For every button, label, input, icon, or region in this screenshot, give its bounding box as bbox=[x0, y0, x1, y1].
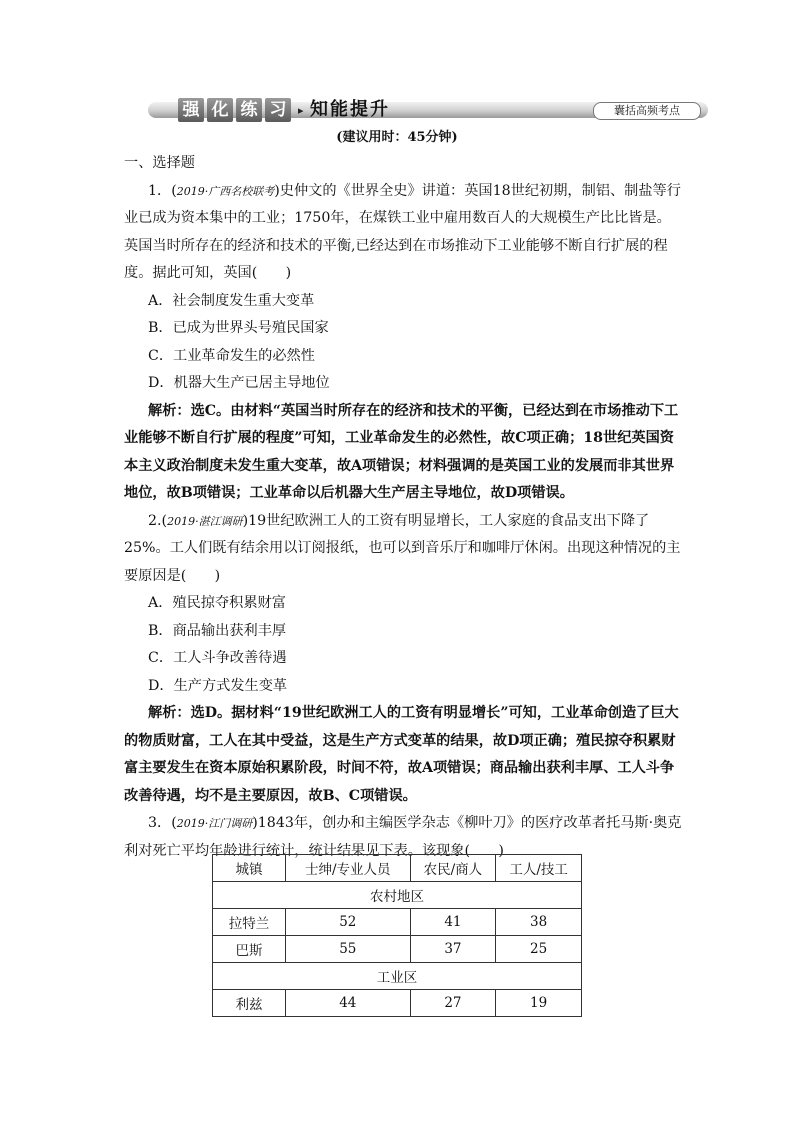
banner-arrow-icon: ▸ bbox=[298, 104, 304, 117]
table-row bbox=[213, 936, 582, 963]
question-source: 2019·湛江调研 bbox=[167, 514, 243, 528]
table-header: 士绅/专业人员 bbox=[286, 855, 411, 882]
table-cell: 55 bbox=[286, 936, 411, 963]
table-cell: 巴斯 bbox=[213, 936, 286, 963]
table-group-row bbox=[213, 963, 582, 990]
question-text: )19世纪欧洲工人的工资有明显增长，工人家庭的食品支出下降了25%。工人们既有结余用以订阅报纸，也可以到音乐厅和咖啡厅休闲。出现这种情况的主要原因是( ) bbox=[124, 512, 681, 584]
question-text: )1843年，创办和主编医学杂志《柳叶刀》的医疗改革者托马斯·奥克利对死亡平均年龄进行统计，统计结果见下表。该现象( ) bbox=[124, 815, 682, 859]
option-a: A．殖民掠夺积累财富 bbox=[148, 595, 286, 611]
table-cell: 38 bbox=[496, 909, 582, 936]
table-cell: 19 bbox=[496, 990, 582, 1017]
option-b: B．商品输出获利丰厚 bbox=[148, 622, 287, 639]
table-header: 城镇 bbox=[213, 855, 286, 882]
banner-tiles bbox=[178, 98, 294, 122]
table-cell: 41 bbox=[410, 909, 496, 936]
table-row bbox=[213, 909, 582, 936]
table-cell: 52 bbox=[286, 909, 411, 936]
table-group-label: 农村地区 bbox=[213, 882, 582, 909]
option-c: C．工业革命发生的必然性 bbox=[148, 347, 315, 364]
content bbox=[124, 150, 684, 865]
table-group-label: 工业区 bbox=[213, 963, 582, 990]
banner-tile: 练 bbox=[236, 98, 262, 122]
table-header-row bbox=[213, 855, 582, 882]
option-d: D．生产方式发生变革 bbox=[148, 677, 288, 694]
question-text: )史仲文的《世界全史》讲道：英国18世纪初期，制铝、制盐等行业已成为资本集中的工业；1750年，在煤铁工业中雇用数百人的大规模生产比比皆是。英国当时所存在的经济和技术的平衡,已经达到在市场推动下工业能够不断自行扩展的程度。据此可知，英国( ) bbox=[124, 182, 681, 281]
question-number: 3．( bbox=[148, 815, 177, 831]
table-cell: 25 bbox=[496, 936, 582, 963]
table-cell: 44 bbox=[286, 990, 411, 1017]
option-b: B．已成为世界头号殖民国家 bbox=[148, 320, 329, 336]
analysis-2: 解析：选D。据材料“19世纪欧洲工人的工资有明显增长”可知，工业革命创造了巨大的物质财富，工人在其中受益，这是生产方式变革的结果，故D项正确；殖民掠夺积累财富主要发生在资本原始积累阶段，时间不符，故A项错误；商品输出获利丰厚、工人斗争改善待遇，均不是主要原因，故B、C项错误。 bbox=[124, 705, 679, 804]
analysis-1: 解析：选C。由材料“英国当时所存在的经济和技术的平衡，已经达到在市场推动下工业能够不断自行扩展的程度”可知，工业革命发生的必然性，故C项正确；18世纪英国资本主义政治制度未发生重大变革，故A项错误；材料强调的是英国工业的发展而非其世界地位，故B项错误；工业革命以后机器大生产居主导地位，故D项错误。 bbox=[124, 402, 679, 501]
option-a: A．社会制度发生重大变革 bbox=[148, 292, 315, 309]
section-title: 一、选择题 bbox=[124, 155, 195, 171]
banner-tag: 囊括高频考点 bbox=[593, 102, 701, 120]
option-c: C．工人斗争改善待遇 bbox=[148, 650, 287, 666]
time-note: (建议用时：45分钟) bbox=[336, 130, 458, 145]
banner-subtitle: 知能提升 bbox=[310, 99, 390, 120]
option-d: D．机器大生产已居主导地位 bbox=[148, 375, 330, 391]
question-number: 1．( bbox=[148, 182, 177, 199]
question-source: 2019·江门调研 bbox=[176, 817, 253, 830]
table-cell: 拉特兰 bbox=[213, 909, 286, 936]
banner-tile: 化 bbox=[207, 98, 233, 122]
question-2 bbox=[124, 508, 684, 591]
question-number: 2.( bbox=[148, 512, 168, 529]
table-cell: 利兹 bbox=[213, 990, 286, 1017]
table-header: 工人/技工 bbox=[496, 855, 582, 882]
banner-tile: 习 bbox=[265, 98, 291, 122]
question-source: 2019·广西名校联考 bbox=[176, 184, 275, 198]
mortality-table bbox=[212, 854, 582, 1017]
table-cell: 37 bbox=[410, 936, 496, 963]
table-cell: 27 bbox=[410, 990, 496, 1017]
table-header: 农民/商人 bbox=[410, 855, 496, 882]
section-banner bbox=[148, 98, 708, 122]
table-group-row bbox=[213, 882, 582, 909]
banner-tile: 强 bbox=[178, 98, 204, 122]
question-1 bbox=[124, 178, 684, 288]
table-row bbox=[213, 990, 582, 1017]
